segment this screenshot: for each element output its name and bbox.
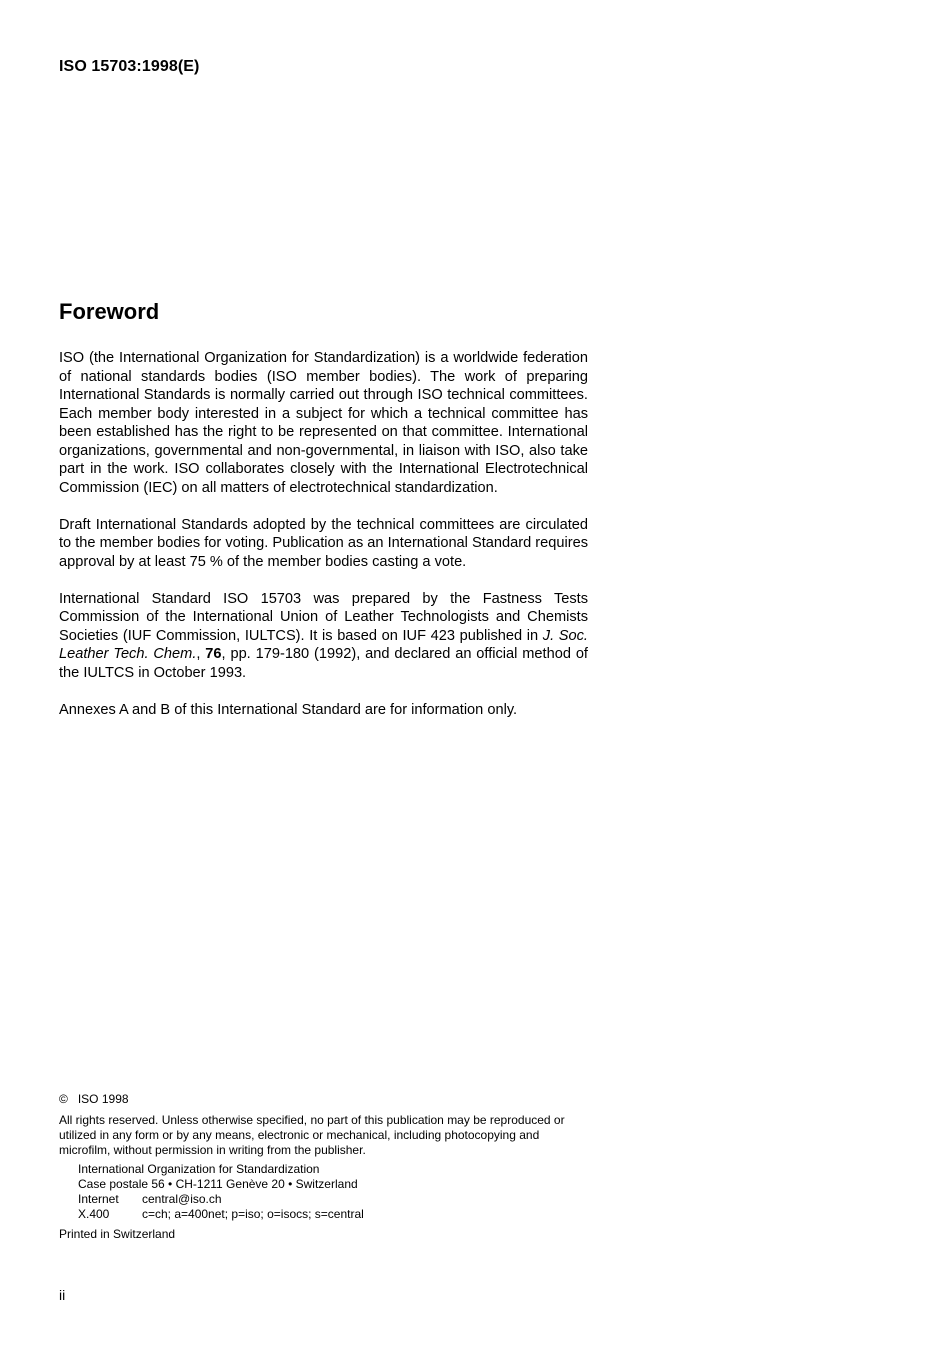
journal-name: J. Soc. Leather Tech. Chem.	[59, 627, 588, 662]
x400-label: X.400	[78, 1207, 110, 1221]
page-number: ii	[59, 1287, 66, 1303]
paragraph-3-text-b: , pp. 179-180 (1992), and declared an official method of the IULTCS in October 1993.	[59, 646, 588, 681]
foreword-paragraph-2: Draft International Standards adopted by the technical committees are circulated to the member bodies for voting. Publication as an International Standard requires approval by at least 75 % of the member bodies casting a vote.	[59, 516, 588, 570]
foreword-paragraph-3	[59, 590, 588, 683]
paragraph-3-text-a: International Standard ISO 15703 was prepared by the Fastness Tests Commission of the International Union of Leather Technologists and Chemists Societies (IUF Commission, IULTCS). It is based on IUF 423 published in	[59, 590, 588, 644]
publisher-address	[78, 1162, 599, 1222]
copyright-year: ISO 1998	[77, 1092, 129, 1106]
copyright-icon: ©	[59, 1092, 68, 1106]
journal-volume: 76	[205, 646, 222, 662]
internet-row	[78, 1192, 599, 1207]
foreword-paragraph-4: Annexes A and B of this International Standard are for information only.	[59, 701, 518, 718]
rights-statement: All rights reserved. Unless otherwise specified, no part of this publication may be reproduced or utilized in any form or by any means, electronic or mechanical, including photocopying and microfilm, without permission in writing from the publisher.	[59, 1113, 565, 1157]
publisher-org: International Organization for Standardization	[78, 1162, 320, 1176]
foreword-body	[59, 349, 588, 738]
x400-row	[78, 1207, 599, 1222]
document-id: ISO 15703:1998(E)	[59, 58, 200, 75]
publisher-postal: Case postale 56 • CH-1211 Genève 20 • Switzerland	[78, 1177, 358, 1191]
internet-address: central@iso.ch	[142, 1192, 222, 1206]
internet-label: Internet	[78, 1192, 119, 1206]
foreword-paragraph-1: ISO (the International Organization for Standardization) is a worldwide federation of national standards bodies (ISO member bodies). The work of preparing International Standards is normally carried out through ISO technical committees. Each member body interested in a subject for which a technical committee has been established has the right to be represented on that committee. International organizations, governmental and non-governmental, in liaison with ISO, also take part in the work. ISO collaborates closely with the International Electrotechnical Commission (IEC) on all matters of electrotechnical standardization.	[59, 350, 588, 496]
x400-address: c=ch; a=400net; p=iso; o=isocs; s=central	[142, 1207, 364, 1221]
copyright-block	[59, 1092, 599, 1242]
foreword-heading: Foreword	[59, 299, 160, 324]
printed-in: Printed in Switzerland	[59, 1227, 176, 1241]
paragraph-3-separator: ,	[196, 646, 206, 662]
copyright-line	[59, 1092, 599, 1107]
